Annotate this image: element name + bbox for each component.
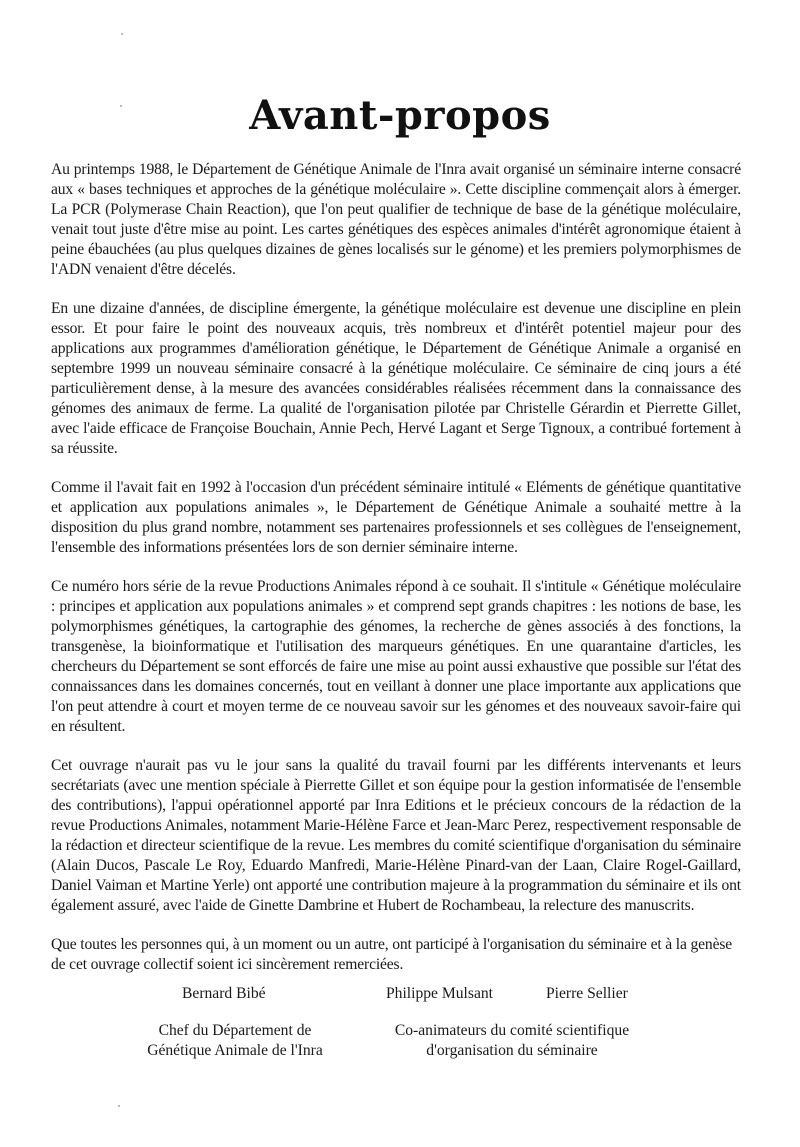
paragraph-issue-contents: Ce numéro hors série de la revue Productions Animales répond à ce souhait. Il s'intitule « Génétique moléculaire : principes et application aux populations animales » et comprend sept grands chapitres : les notions de base, les polymorphismes génétiques, la cartographie des génomes, la recherche de gènes associés à des fonctions, la transgenèse, la bioinformatique et l'utilisation des marqueurs génétiques. En une quarantaine d'articles, les chercheurs du Département se sont efforcés de faire une mise au point aussi exhaustive que possible sur l'état des connaissances dans les domaines concernés, tout en veillant à donner une place importante aux applications que l'on peut attendre à court et moyen terme de ce nouveau savoir sur les génomes et des nouveaux savoir-faire qui en résultent. (51, 578, 741, 735)
role-line: Génétique Animale de l'Inra (147, 1042, 323, 1059)
paragraph-dissemination: Comme il l'avait fait en 1992 à l'occasion d'un précédent séminaire intitulé « Eléments de génétique quantitative et application aux populations animales », le Département de Génétique Animale a souhaité mettre à la disposition du plus grand nombre, notamment ses partenaires professionnels et ses collègues de l'enseignement, l'ensemble des informations présentées lors de son dernier séminaire interne. (51, 479, 741, 556)
scan-speck (118, 1105, 120, 1107)
signatory-name: Pierre Sellier (546, 985, 628, 1002)
signatory-role-left (130, 1021, 340, 1061)
paragraph-intro-1988: Au printemps 1988, le Département de Génétique Animale de l'Inra avait organisé un séminaire interne consacré aux « bases techniques et approches de la génétique moléculaire ». Cette discipline commençait alors à émerger. La PCR (Polymerase Chain Reaction), que l'on peut qualifier de technique de base de la génétique moléculaire, venait tout juste d'être mise au point. Les cartes génétiques des espèces animales d'intérêt agronomique étaient à peine ébauchées (au plus quelques dizaines de gènes localisés sur le génome) et les premiers polymorphismes de l'ADN venaient d'être décelés. (51, 161, 741, 278)
role-line: Co-animateurs du comité scientifique (394, 1022, 630, 1039)
page-title: Avant-propos (249, 92, 551, 139)
paragraph-seminar-1999: En une dizaine d'années, de discipline émergente, la génétique moléculaire est devenue une discipline en plein essor. Et pour faire le point des nouveaux acquis, très nombreux et d'intérêt potentiel majeur pour des applications aux programmes d'amélioration génétique, le Département de Génétique Animale a organisé en septembre 1999 un nouveau séminaire consacré à la génétique moléculaire. Ce séminaire de cinq jours a été particulièrement dense, à la mesure des avancées considérables réalisées récemment dans la connaissance des génomes des animaux de ferme. La qualité de l'organisation pilotée par Christelle Gérardin et Pierrette Gillet, avec l'aide efficace de Françoise Bouchain, Annie Pech, Hervé Lagant et Serge Tignoux, a contribué fortement à sa réussite. (51, 300, 741, 457)
paragraph-thanks: Que toutes les personnes qui, à un moment ou un autre, ont participé à l'organisation du séminaire et à la genèse de cet ouvrage collectif soient ici sincèrement remerciées. (51, 936, 733, 973)
role-line: d'organisation du séminaire (426, 1042, 598, 1059)
signatory-name: Bernard Bibé (182, 985, 266, 1002)
signatory-name: Philippe Mulsant (386, 985, 493, 1002)
foreword-body (51, 160, 741, 994)
signatory-role-right (384, 1021, 640, 1061)
scan-speck (121, 33, 123, 35)
paragraph-acknowledgements: Cet ouvrage n'aurait pas vu le jour sans la qualité du travail fourni par les différents intervenants et leurs secrétariats (avec une mention spéciale à Pierrette Gillet et son équipe pour la gestion informatisée de l'ensemble des contributions), l'appui opérationnel apporté par Inra Editions et le précieux concours de la rédaction de la revue Productions Animales, notamment Marie-Hélène Farce et Jean-Marc Perez, respectivement responsable de la rédaction et directeur scientifique de la revue. Les membres du comité scientifique d'organisation du séminaire (Alain Ducos, Pascale Le Roy, Eduardo Manfredi, Marie-Hélène Pinard-van der Laan, Claire Rogel-Gaillard, Daniel Vaiman et Martine Yerle) ont apporté une contribution majeure à la programmation du séminaire et ils ont également assuré, avec l'aide de Ginette Dambrine et Hubert de Rochambeau, la relecture des manuscrits. (51, 757, 741, 914)
role-line: Chef du Département de (158, 1022, 312, 1039)
